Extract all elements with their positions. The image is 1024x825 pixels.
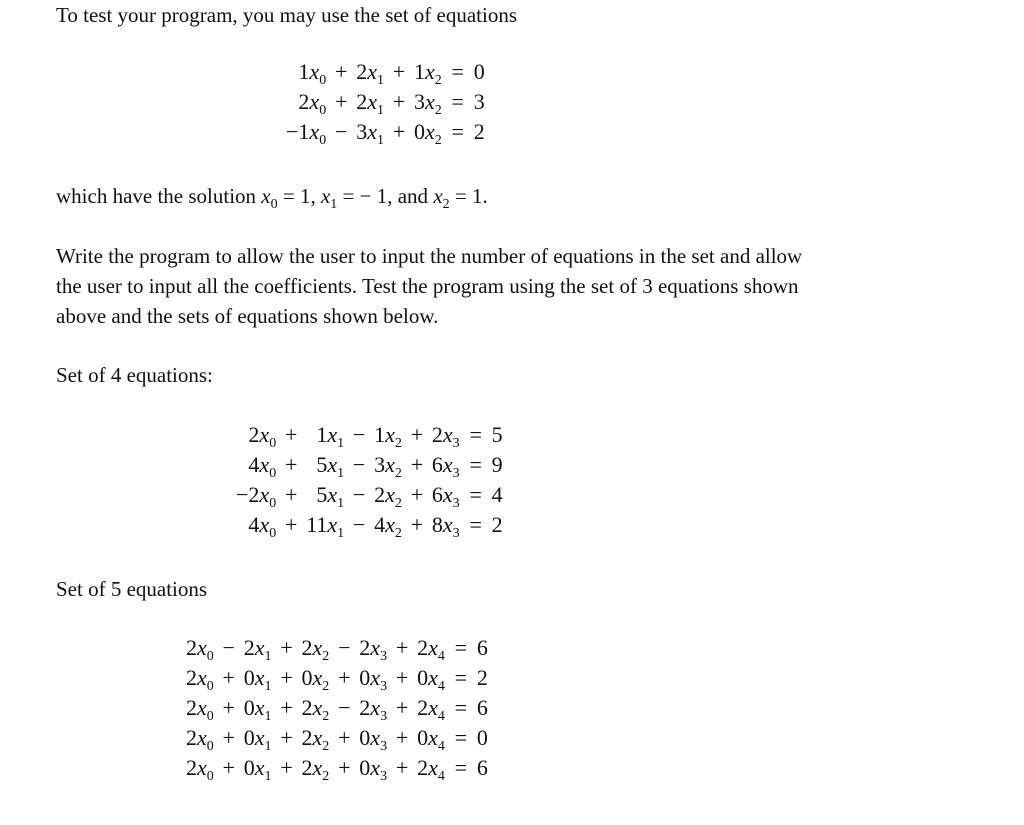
variable: $x_4$ xyxy=(428,755,445,784)
instruction-line: Write the program to allow the user to input the number of equations in the set and allow xyxy=(56,244,803,268)
equation-term xyxy=(236,450,276,480)
equation-term xyxy=(417,723,445,753)
operator: + xyxy=(280,665,293,690)
equation-term xyxy=(432,480,460,510)
equation-system-3 xyxy=(286,57,485,147)
variable: $x_0$ xyxy=(259,512,277,541)
variable: $x_1$ xyxy=(367,119,384,148)
coefficient: 3 xyxy=(413,89,425,114)
equation-term xyxy=(414,117,442,147)
coefficient: 6 xyxy=(431,452,443,477)
equation-term xyxy=(302,723,330,753)
variable: $x_0$ xyxy=(259,452,277,481)
variable: $x_4$ xyxy=(428,665,445,694)
equation-term xyxy=(432,510,460,540)
equation-term xyxy=(302,753,330,783)
operator: + xyxy=(410,422,424,447)
coefficient: 2 xyxy=(374,482,386,507)
equation-term xyxy=(359,663,387,693)
right-hand-side: 3 xyxy=(473,89,485,114)
equation-row xyxy=(236,480,503,510)
equals-sign: = xyxy=(454,725,468,750)
coefficient: −2 xyxy=(236,482,260,507)
equation-term xyxy=(186,633,214,663)
equation-term xyxy=(359,723,387,753)
variable: $x_4$ xyxy=(428,635,445,664)
equation-term xyxy=(236,480,276,510)
coefficient: 2 xyxy=(359,695,371,720)
equation-row xyxy=(236,450,503,480)
solution-and: , and xyxy=(387,184,434,208)
coefficient: 2 xyxy=(359,635,371,660)
right-hand-side: 6 xyxy=(476,635,488,660)
operator: − xyxy=(338,695,351,720)
variable: $x_2$ xyxy=(424,89,442,118)
operator: − xyxy=(352,482,366,507)
right-hand-side: 4 xyxy=(491,482,503,507)
equation-row xyxy=(236,420,503,450)
set4-label: Set of 4 equations: xyxy=(56,363,213,387)
operator: − xyxy=(352,512,366,537)
operator: + xyxy=(410,512,424,537)
equation-row xyxy=(186,723,488,753)
coefficient: 0 xyxy=(359,725,371,750)
operator: + xyxy=(338,755,351,780)
coefficient: 5 xyxy=(316,482,328,507)
right-hand-side: 2 xyxy=(476,665,488,690)
operator: + xyxy=(338,665,351,690)
operator: + xyxy=(392,89,406,114)
variable: $x_0$ xyxy=(197,725,214,754)
coefficient: 4 xyxy=(374,512,386,537)
variable: $x_1$ xyxy=(327,512,345,541)
coefficient: 2 xyxy=(243,635,255,660)
coefficient: 0 xyxy=(417,665,429,690)
right-hand-side: 5 xyxy=(491,422,503,447)
variable: $x_2$ xyxy=(424,119,442,148)
variable: $x_2$ xyxy=(385,422,402,451)
coefficient: 2 xyxy=(417,695,429,720)
variable: $x_0$ xyxy=(309,89,327,118)
coefficient: 2 xyxy=(301,695,313,720)
coefficient: 2 xyxy=(301,635,313,660)
operator: + xyxy=(395,695,409,720)
variable: $x_1$ xyxy=(327,422,345,451)
solution-text: which have the solution $x_0 = 1$, $x_1$ = − 1, and $x_2 = 1$. xyxy=(56,184,488,212)
coefficient: −1 xyxy=(286,119,310,144)
coefficient: 4 xyxy=(248,452,260,477)
variable: $x_2$ xyxy=(312,755,330,784)
equals-sign: = xyxy=(454,755,468,780)
equation-term xyxy=(244,753,272,783)
operator: + xyxy=(284,452,298,477)
solution-x1-value: − 1 xyxy=(359,184,388,208)
coefficient: 0 xyxy=(243,665,255,690)
equation-row xyxy=(186,663,488,693)
equation-term xyxy=(186,693,214,723)
coefficient: 2 xyxy=(186,635,197,660)
equation-term xyxy=(306,480,344,510)
coefficient: 2 xyxy=(298,89,310,114)
coefficient: 2 xyxy=(186,755,197,780)
equation-term xyxy=(417,693,445,723)
operator: + xyxy=(280,695,293,720)
variable: $x_3$ xyxy=(370,665,388,694)
equation-term xyxy=(306,510,344,540)
solution-x2-value: 1 xyxy=(471,184,483,208)
equation-term xyxy=(359,753,387,783)
operator: + xyxy=(280,725,293,750)
equation-term xyxy=(244,693,272,723)
variable: $x_4$ xyxy=(428,695,445,724)
set5-label: Set of 5 equations xyxy=(56,577,208,601)
operator: − xyxy=(222,635,235,660)
equation-term xyxy=(244,663,272,693)
equation-term xyxy=(417,663,445,693)
coefficient: 6 xyxy=(431,482,443,507)
operator: + xyxy=(280,755,293,780)
equation-term xyxy=(236,510,276,540)
coefficient: 2 xyxy=(417,755,429,780)
variable: $x_1$ xyxy=(367,89,384,118)
variable: $x_3$ xyxy=(442,512,460,541)
equation-term xyxy=(414,87,442,117)
equation-term xyxy=(374,450,402,480)
coefficient: 1 xyxy=(316,422,328,447)
operator: + xyxy=(222,695,235,720)
operator: − xyxy=(352,452,366,477)
equation-term xyxy=(186,723,214,753)
equation-term xyxy=(244,723,272,753)
variable: $x_3$ xyxy=(442,452,460,481)
coefficient: 3 xyxy=(374,452,386,477)
variable: $x_0$ xyxy=(197,695,214,724)
equation-row xyxy=(186,753,488,783)
coefficient: 0 xyxy=(243,725,255,750)
variable: $x_1$ xyxy=(327,452,345,481)
equation-row xyxy=(236,510,503,540)
equals-sign: = xyxy=(454,665,468,690)
variable: $x_0$ xyxy=(197,665,214,694)
right-hand-side: 2 xyxy=(473,119,485,144)
variable: $x_0$ xyxy=(309,59,327,88)
coefficient: 0 xyxy=(413,119,425,144)
equation-term xyxy=(236,420,276,450)
right-hand-side: 0 xyxy=(473,59,485,84)
right-hand-side: 9 xyxy=(491,452,503,477)
equation-term xyxy=(306,420,344,450)
equals-sign: = xyxy=(469,422,482,447)
coefficient: 0 xyxy=(243,755,255,780)
operator: + xyxy=(334,89,348,114)
variable: $x_2$ xyxy=(312,665,330,694)
variable: $x_2$ xyxy=(312,725,330,754)
coefficient: 0 xyxy=(359,665,371,690)
equation-term xyxy=(356,87,384,117)
coefficient: 4 xyxy=(248,512,260,537)
variable: $x_2$ xyxy=(385,482,402,511)
variable: $x_1$ xyxy=(254,755,272,784)
equation-term xyxy=(306,450,344,480)
equation-term xyxy=(374,480,402,510)
coefficient: 3 xyxy=(356,119,368,144)
equation-term xyxy=(359,633,387,663)
right-hand-side: 0 xyxy=(476,725,488,750)
variable: $x_0$ xyxy=(197,755,214,784)
equation-term xyxy=(432,450,460,480)
operator: + xyxy=(284,482,298,507)
variable: $x_3$ xyxy=(442,482,460,511)
equation-term xyxy=(417,633,445,663)
variable: $x_1$ xyxy=(367,59,384,88)
equation-term xyxy=(244,633,272,663)
variable: $x_0$ xyxy=(309,119,327,148)
equation-term xyxy=(356,117,384,147)
variable: $x_3$ xyxy=(370,755,388,784)
variable: $x_1$ xyxy=(254,725,272,754)
operator: + xyxy=(338,725,351,750)
variable: $x_0$ xyxy=(197,635,214,664)
equation-term xyxy=(302,663,330,693)
variable: $x_2$ xyxy=(312,635,330,664)
equals-sign: = xyxy=(469,452,482,477)
coefficient: 2 xyxy=(356,59,368,84)
operator: + xyxy=(410,452,424,477)
variable: $x_1$ xyxy=(327,482,345,511)
operator: − xyxy=(334,119,348,144)
coefficient: 2 xyxy=(248,422,260,447)
coefficient: 2 xyxy=(186,725,197,750)
right-hand-side: 6 xyxy=(476,755,488,780)
equation-row xyxy=(286,87,485,117)
coefficient: 8 xyxy=(431,512,443,537)
variable: $x_3$ xyxy=(442,422,460,451)
variable: $x_0$ xyxy=(259,422,277,451)
operator: − xyxy=(352,422,366,447)
intro-text: To test your program, you may use the set of equations xyxy=(56,3,518,27)
variable: $x_1$ xyxy=(254,635,272,664)
variable: $x_1$ xyxy=(254,665,272,694)
equation-term xyxy=(432,420,460,450)
coefficient: 1 xyxy=(298,59,310,84)
variable: $x_3$ xyxy=(370,695,388,724)
variable: $x_4$ xyxy=(428,725,445,754)
operator: + xyxy=(395,755,409,780)
equation-term xyxy=(302,633,330,663)
operator: + xyxy=(222,665,235,690)
equals-sign: = xyxy=(454,695,468,720)
equation-term xyxy=(286,117,326,147)
coefficient: 5 xyxy=(316,452,328,477)
variable: $x_2$ xyxy=(385,512,402,541)
operator: + xyxy=(395,665,409,690)
equation-term xyxy=(302,693,330,723)
coefficient: 0 xyxy=(243,695,255,720)
coefficient: 1 xyxy=(413,59,425,84)
equation-row xyxy=(186,693,488,723)
solution-prefix: which have the solution xyxy=(56,184,262,208)
operator: + xyxy=(280,635,293,660)
variable: $x_3$ xyxy=(370,725,388,754)
variable: $x_0$ xyxy=(259,482,277,511)
operator: + xyxy=(222,725,235,750)
right-hand-side: 6 xyxy=(476,695,488,720)
equation-term xyxy=(286,57,326,87)
operator: + xyxy=(395,725,409,750)
instruction-line: the user to input all the coefficients. Test the program using the set of 3 equations shown xyxy=(56,274,799,298)
variable: $x_3$ xyxy=(370,635,388,664)
equation-term xyxy=(359,693,387,723)
equation-term xyxy=(374,420,402,450)
equation-row xyxy=(186,633,488,663)
coefficient: 2 xyxy=(417,635,429,660)
right-hand-side: 2 xyxy=(491,512,503,537)
coefficient: 2 xyxy=(356,89,368,114)
equation-row xyxy=(286,57,485,87)
variable: $x_2$ xyxy=(312,695,330,724)
operator: + xyxy=(284,512,298,537)
coefficient: 2 xyxy=(301,725,313,750)
coefficient: 0 xyxy=(301,665,313,690)
equals-sign: = xyxy=(469,482,482,507)
equation-term xyxy=(417,753,445,783)
variable: $x_2$ xyxy=(424,59,442,88)
equation-term xyxy=(186,753,214,783)
coefficient: 1 xyxy=(374,422,386,447)
variable: $x_2$ xyxy=(385,452,402,481)
coefficient: 0 xyxy=(417,725,429,750)
operator: + xyxy=(334,59,348,84)
operator: + xyxy=(222,755,235,780)
operator: + xyxy=(392,59,406,84)
equals-sign: = xyxy=(451,89,464,114)
operator: + xyxy=(284,422,298,447)
equals-sign: = xyxy=(451,119,464,144)
equation-term xyxy=(286,87,326,117)
equals-sign: = xyxy=(454,635,468,660)
operator: − xyxy=(338,635,351,660)
operator: + xyxy=(392,119,406,144)
instruction-line: above and the sets of equations shown below. xyxy=(56,304,439,328)
variable: $x_1$ xyxy=(254,695,272,724)
coefficient: 11 xyxy=(306,512,328,537)
equals-sign: = xyxy=(451,59,464,84)
coefficient: 0 xyxy=(359,755,371,780)
equation-term xyxy=(414,57,442,87)
equation-term xyxy=(356,57,384,87)
equation-row xyxy=(286,117,485,147)
equation-term xyxy=(374,510,402,540)
coefficient: 2 xyxy=(431,422,443,447)
equals-sign: = xyxy=(469,512,482,537)
equation-term xyxy=(186,663,214,693)
equation-system-5 xyxy=(186,633,488,783)
coefficient: 2 xyxy=(186,665,197,690)
equation-system-4 xyxy=(236,420,503,540)
operator: + xyxy=(395,635,409,660)
solution-x0-value: 1 xyxy=(299,184,311,208)
coefficient: 2 xyxy=(186,695,197,720)
operator: + xyxy=(410,482,424,507)
coefficient: 2 xyxy=(301,755,313,780)
